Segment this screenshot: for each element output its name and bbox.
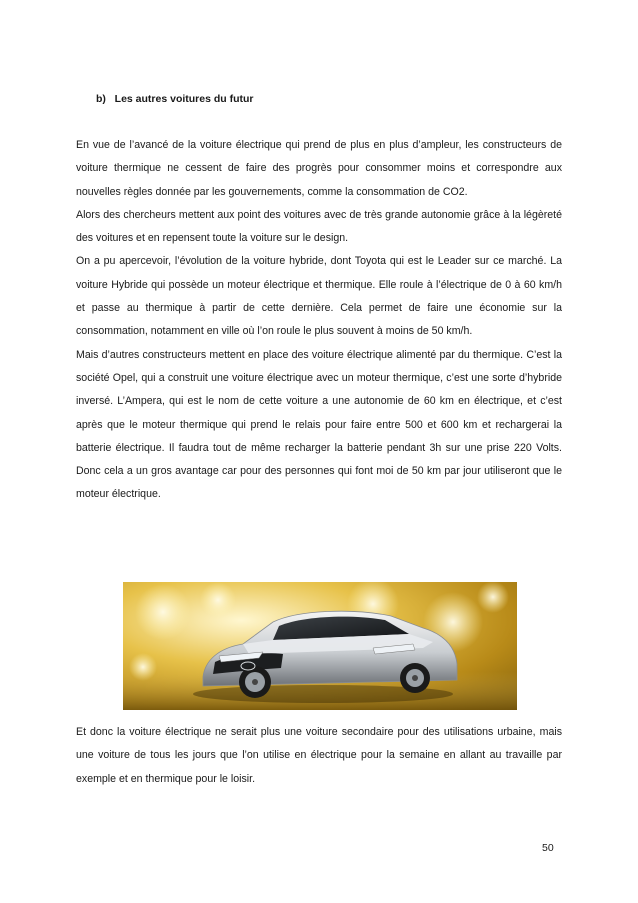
body-text-top bbox=[76, 134, 562, 507]
paragraph: On a pu apercevoir, l’évolution de la voiture hybride, dont Toyota qui est le Leader sur ce marché. La voiture Hybride qui possède un moteur électrique et thermique. Elle roule à l’électrique de 0 à 60 km/h et passe au thermique à partir de cette dernière. Cela permet de faire une économie sur la consommation, notamment en ville où l’on roule le plus souvent à moins de 50 km/h. bbox=[76, 255, 562, 338]
paragraph: En vue de l’avancé de la voiture électrique qui prend de plus en plus d’ampleur, les constructeurs de voiture thermique ne cessent de faire des progrès pour consommer moins et correspondre aux nouvelles règles donnée par les gouvernements, comme la consommation de CO2. bbox=[76, 139, 562, 198]
section-heading: b) Les autres voitures du futur bbox=[96, 93, 254, 105]
body-text-bottom bbox=[76, 721, 562, 791]
paragraph: Alors des chercheurs mettent aux point des voitures avec de très grande autonomie grâce à la légèreté des voitures et en repensent toute la voiture sur le design. bbox=[76, 208, 562, 245]
car-photo bbox=[123, 582, 517, 710]
paragraph: Mais d’autres constructeurs mettent en place des voiture électrique alimenté par du thermique. C’est la société Opel, qui a construit une voiture électrique avec un moteur thermique, c’est une sorte d’hybride inversé. L’Ampera, qui est le nom de cette voiture a une autonomie de 60 km en électrique, et c’est après que le moteur thermique qui prend le relais pour faire entre 500 et 600 km et rechargerai la batterie électrique. Il faudra tout de même recharger la batterie pendant 3h sur une prise 220 Volts. Donc cela a un gros avantage car pour des personnes qui font moi de 50 km par jour utiliseront que le moteur électrique. bbox=[76, 348, 562, 501]
paragraph: Et donc la voiture électrique ne serait plus une voiture secondaire pour des utilisations urbaine, mais une voiture de tous les jours que l’on utilise en électrique pour la semaine en allant au travaille par exemple et en thermique pour le loisir. bbox=[76, 726, 562, 785]
car-illustration bbox=[123, 582, 517, 710]
page-number: 50 bbox=[542, 842, 554, 854]
